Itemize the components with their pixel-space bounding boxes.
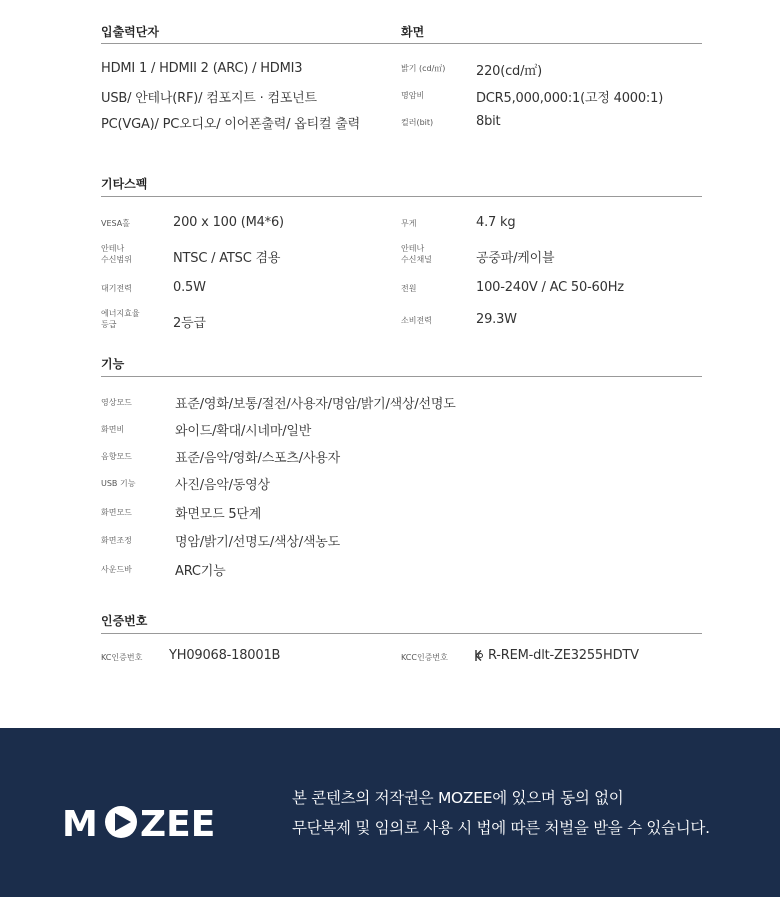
copyright-notice-line1: 본 콘텐츠의 저작권은 MOZEE에 있으며 동의 없이 — [292, 789, 624, 807]
screen-label-contrast: 명암비 — [401, 91, 425, 100]
other-label-antenna-channel: 안테나 수신채널 — [401, 244, 432, 264]
feature-value-usb: 사진/음악/동영상 — [175, 478, 270, 493]
io-line-pc: PC(VGA)/ PC오디오/ 이어폰출력/ 옵티컬 출력 — [101, 117, 360, 132]
feature-label-screen-adjust: 화면조정 — [101, 536, 132, 545]
other-value-antenna-range: NTSC / ATSC 겸용 — [173, 251, 281, 266]
io-line-usb: USB/ 안테나(RF)/ 컴포지트 · 컴포넌트 — [101, 91, 317, 106]
other-label-antenna-range: 안테나 수신범위 — [101, 244, 132, 264]
features-section-title: 기능 — [101, 357, 125, 371]
screen-value-color: 8bit — [476, 114, 501, 129]
other-value-standby: 0.5W — [173, 280, 206, 295]
play-o-icon — [105, 806, 137, 838]
other-label-energy: 에너지효율 등급 — [101, 309, 140, 329]
other-section-title: 기타스펙 — [101, 177, 148, 191]
other-label-power: 전원 — [401, 284, 417, 293]
screen-value-contrast: DCR5,000,000:1(고정 4000:1) — [476, 91, 664, 106]
other-value-weight: 4.7 kg — [476, 215, 516, 230]
feature-label-screen-mode: 화면모드 — [101, 508, 132, 517]
other-value-power: 100-240V / AC 50-60Hz — [476, 280, 624, 295]
copyright-footer — [0, 728, 780, 897]
io-line-hdmi: HDMI 1 / HDMII 2 (ARC) / HDMI3 — [101, 61, 303, 76]
other-divider — [101, 196, 702, 197]
other-value-vesa: 200 x 100 (M4*6) — [173, 215, 284, 230]
io-divider — [101, 43, 702, 44]
screen-label-brightness: 밝기 (cd/㎡) — [401, 64, 446, 73]
other-label-standby: 대기전력 — [101, 284, 132, 293]
screen-label-color: 컬러(bit) — [401, 118, 434, 127]
feature-value-screen-adjust: 명암/밝기/선명도/색상/색농도 — [175, 535, 341, 550]
logo-letter-m: M — [62, 804, 98, 842]
other-label-weight: 무게 — [401, 219, 417, 228]
logo-letters-zee: ZEE — [140, 804, 216, 842]
cert-value-kcc: R-REM-dlt-ZE3255HDTV — [488, 648, 639, 663]
feature-value-screen-mode: 화면모드 5단계 — [175, 507, 262, 522]
features-divider — [101, 376, 702, 377]
kc-mark-icon — [474, 649, 484, 662]
copyright-notice-line2: 무단복제 및 임의로 사용 시 법에 따른 처벌을 받을 수 있습니다. — [292, 819, 710, 837]
cert-section-title: 인증번호 — [101, 614, 148, 628]
screen-value-brightness: 220(cd/㎡) — [476, 64, 542, 79]
other-value-energy: 2등급 — [173, 316, 206, 331]
feature-value-soundbar: ARC기능 — [175, 564, 226, 579]
feature-label-usb: USB 기능 — [101, 479, 136, 488]
feature-value-aspect: 와이드/확대/시네마/일반 — [175, 424, 312, 439]
other-label-vesa: VESA홀 — [101, 219, 130, 228]
cert-value-kcc-row — [474, 648, 639, 663]
io-section-title: 입출력단자 — [101, 25, 159, 39]
feature-value-picture-mode: 표준/영화/보통/절전/사용자/명암/밝기/색상/선명도 — [175, 397, 456, 412]
feature-value-sound-mode: 표준/음악/영화/스포츠/사용자 — [175, 451, 341, 466]
feature-label-soundbar: 사운드바 — [101, 565, 132, 574]
cert-label-kc: KC인증번호 — [101, 653, 143, 662]
cert-divider — [101, 633, 702, 634]
mozee-logo — [62, 802, 268, 842]
cert-value-kc: YH09068-18001B — [169, 648, 281, 663]
feature-label-sound-mode: 음향모드 — [101, 452, 132, 461]
cert-label-kcc: KCC인증번호 — [401, 653, 448, 662]
screen-section-title: 화면 — [401, 25, 425, 39]
feature-label-aspect: 화면비 — [101, 425, 125, 434]
other-value-antenna-channel: 공중파/케이블 — [476, 251, 555, 266]
other-value-consumption: 29.3W — [476, 312, 517, 327]
feature-label-picture-mode: 영상모드 — [101, 398, 132, 407]
other-label-consumption: 소비전력 — [401, 316, 432, 325]
